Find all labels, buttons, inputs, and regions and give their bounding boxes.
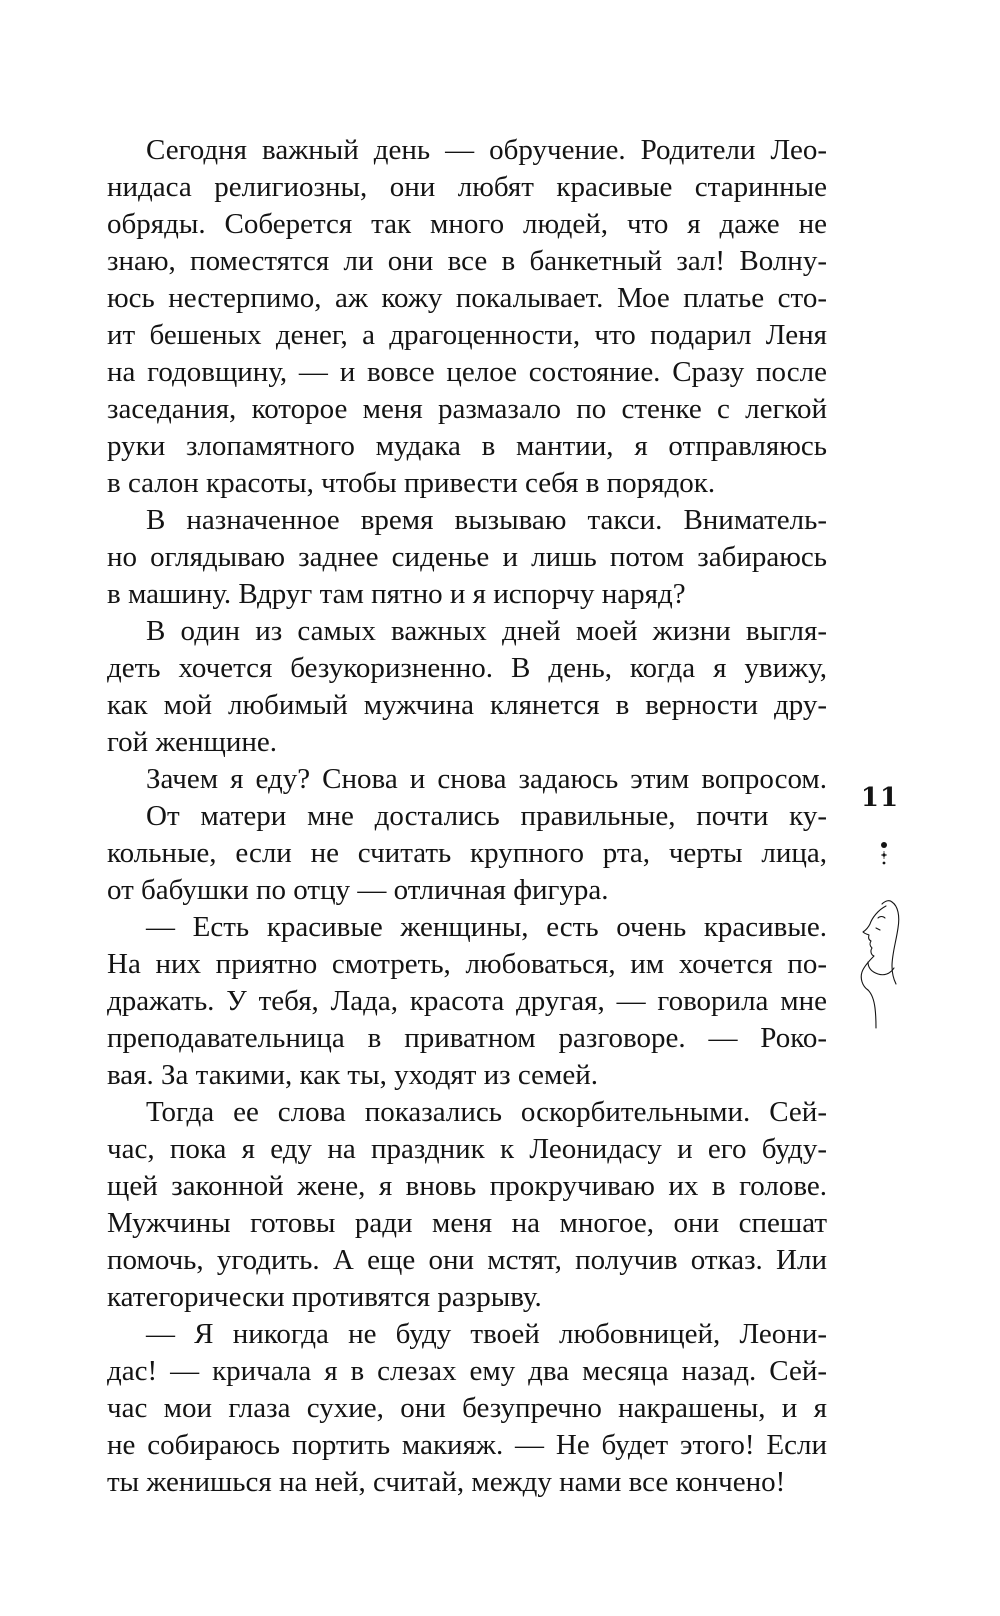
text-line: Тогда ее слова показались оскорбительными. Сей- (146, 1096, 827, 1128)
face-line-drawing-icon (858, 842, 904, 1032)
paragraph (107, 761, 827, 798)
text-line: знаю, поместятся ли они все в банкетный зал! Волну- (107, 245, 827, 277)
text-line: От матери мне достались правильные, почти ку- (146, 800, 827, 832)
text-line: руки злопамятного мудака в мантии, я отправляюсь (107, 430, 827, 462)
text-line: нидаса религиозны, они любят красивые старинные (107, 171, 827, 203)
paragraph (107, 798, 827, 909)
text-line: щей законной жене, я вновь прокручиваю их в голове. (107, 1170, 827, 1202)
text-line: как мой любимый мужчина клянется в верности дру- (107, 689, 827, 721)
text-line: помочь, угодить. А еще они мстят, получив отказ. Или (107, 1244, 827, 1276)
text-line: — Я никогда не буду твоей любовницей, Леони- (146, 1318, 827, 1350)
text-line: от бабушки по отцу — отличная фигура. (107, 874, 609, 906)
paragraph (107, 909, 827, 1094)
text-line: дас! — кричала я в слезах ему два месяца назад. Сей- (107, 1355, 827, 1387)
text-line: Мужчины готовы ради меня на многое, они спешат (107, 1207, 827, 1239)
page-number: 11 (860, 783, 900, 813)
text-line: Зачем я еду? Снова и снова задаюсь этим вопросом. (146, 763, 827, 795)
text-line: не собираюсь портить макияж. — Не будет этого! Если (107, 1429, 827, 1461)
body-text (107, 132, 827, 1501)
text-line: юсь нестерпимо, аж кожу покалывает. Мое платье сто- (107, 282, 827, 314)
text-line: вая. За такими, как ты, уходят из семей. (107, 1059, 598, 1091)
text-line: час, пока я еду на праздник к Леонидасу и его буду- (107, 1133, 827, 1165)
text-line: но оглядываю заднее сиденье и лишь потом забираюсь (107, 541, 827, 573)
text-line: В один из самых важных дней моей жизни выгля- (146, 615, 827, 647)
text-line: преподавательница в приватном разговоре. — Роко- (107, 1022, 827, 1054)
text-line: на годовщину, — и вовсе целое состояние. Сразу после (107, 356, 827, 388)
paragraph (107, 132, 827, 502)
paragraph (107, 613, 827, 761)
text-line: в салон красоты, чтобы привести себя в порядок. (107, 467, 716, 499)
text-line: Сегодня важный день — обручение. Родители Лео- (146, 134, 827, 166)
text-line: — Есть красивые женщины, есть очень красивые. (146, 911, 827, 943)
paragraph (107, 502, 827, 613)
text-line: час мои глаза сухие, они безупречно накрашены, и я (107, 1392, 827, 1424)
text-line: ты женишься на ней, считай, между нами все кончено! (107, 1466, 786, 1498)
text-line: кольные, если не считать крупного рта, черты лица, (107, 837, 827, 869)
text-line: В назначенное время вызываю такси. Вниматель- (146, 504, 827, 536)
text-line: дражать. У тебя, Лада, красота другая, — говорила мне (107, 985, 827, 1017)
text-line: На них приятно смотреть, любоваться, им хочется по- (107, 948, 827, 980)
text-line: деть хочется безукоризненно. В день, когда я увижу, (107, 652, 827, 684)
text-line: обряды. Соберется так много людей, что я даже не (107, 208, 827, 240)
text-line: категорически противятся разрыву. (107, 1281, 542, 1313)
paragraph (107, 1094, 827, 1316)
text-line: гой женщине. (107, 726, 277, 758)
text-line: в машину. Вдруг там пятно и я испорчу наряд? (107, 578, 686, 610)
text-line: ит бешеных денег, а драгоценности, что подарил Леня (107, 319, 827, 351)
text-line: заседания, которое меня размазало по стенке с легкой (107, 393, 827, 425)
paragraph (107, 1316, 827, 1501)
